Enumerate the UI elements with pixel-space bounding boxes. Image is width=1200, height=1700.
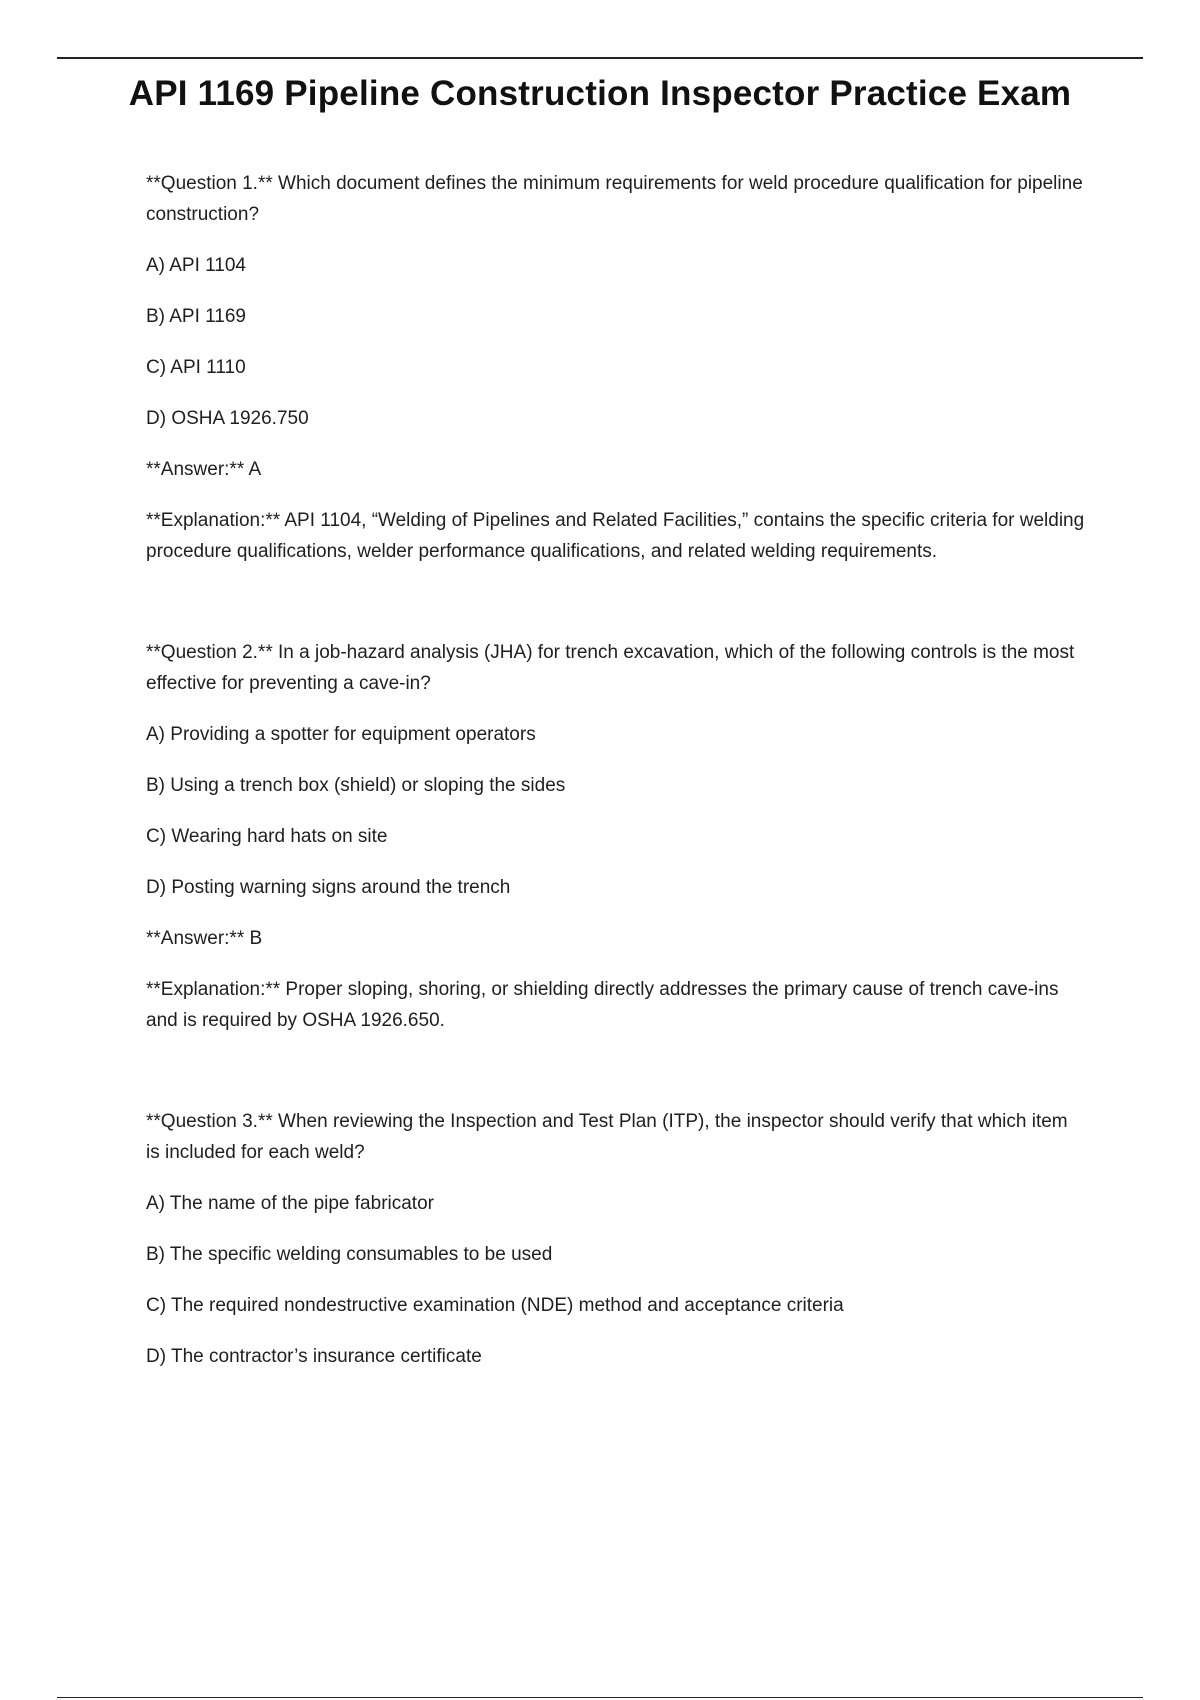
footer-rule (57, 1697, 1143, 1698)
answer-option: A) API 1104 (146, 255, 246, 276)
answer-option: B) The specific welding consumables to be used (146, 1244, 553, 1265)
question-block-3 (146, 1106, 1086, 1372)
answer-explanation: **Explanation:** API 1104, “Welding of Pipelines and Related Facilities,” contains the specific criteria for welding procedure qualifications, welder performance qualifications, and related welding requirements. (146, 510, 1085, 562)
question-block-2 (146, 637, 1086, 1036)
answer-option: A) The name of the pipe fabricator (146, 1193, 434, 1214)
answer-option: C) API 1110 (146, 357, 246, 378)
answer-option: B) Using a trench box (shield) or sloping the sides (146, 775, 566, 796)
answer-option: C) The required nondestructive examination (NDE) method and acceptance criteria (146, 1295, 844, 1316)
answer-option: C) Wearing hard hats on site (146, 826, 388, 847)
question-prompt: **Question 2.** In a job-hazard analysis (JHA) for trench excavation, which of the following controls is the most effective for preventing a cave-in? (146, 642, 1075, 694)
answer-explanation: **Explanation:** Proper sloping, shoring, or shielding directly addresses the primary cause of trench cave-ins and is required by OSHA 1926.650. (146, 979, 1059, 1031)
answer-key: **Answer:** B (146, 928, 263, 949)
page-title: API 1169 Pipeline Construction Inspector Practice Exam (128, 74, 1072, 113)
question-prompt: **Question 1.** Which document defines the minimum requirements for weld procedure qualification for pipeline construction? (146, 173, 1083, 225)
answer-key: **Answer:** A (146, 459, 262, 480)
question-prompt: **Question 3.** When reviewing the Inspection and Test Plan (ITP), the inspector should verify that which item is included for each weld? (146, 1111, 1068, 1163)
question-block-1 (146, 168, 1086, 567)
answer-option: A) Providing a spotter for equipment operators (146, 724, 536, 745)
answer-option: D) OSHA 1926.750 (146, 408, 309, 429)
answer-option: D) Posting warning signs around the trench (146, 877, 511, 898)
header-rule (57, 57, 1143, 59)
answer-option: D) The contractor’s insurance certificate (146, 1346, 482, 1367)
answer-option: B) API 1169 (146, 306, 246, 327)
exam-content (146, 168, 1086, 1372)
